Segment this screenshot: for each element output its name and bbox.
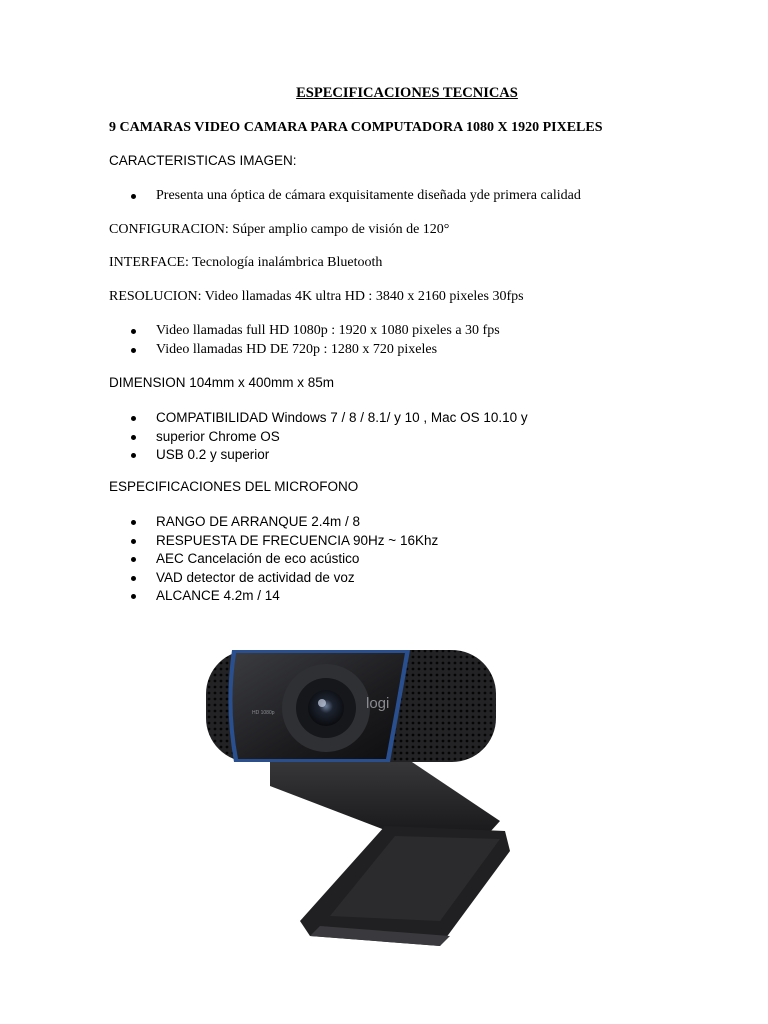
stand-base xyxy=(270,754,510,946)
bullet-icon xyxy=(131,520,136,525)
bullet-icon xyxy=(131,194,136,199)
list-item xyxy=(131,569,438,588)
list-item-text: Video llamadas full HD 1080p : 1920 x 1080 pixeles a 30 fps xyxy=(156,323,500,338)
list-item-text: Video llamadas HD DE 720p : 1280 x 720 pixeles xyxy=(156,341,438,357)
list-item xyxy=(131,587,438,606)
list-item-text: ALCANCE 4.2m / 14 xyxy=(156,588,280,603)
list-item xyxy=(131,513,438,532)
configuracion-line: CONFIGURACION: Súper amplio campo de visión de 120° xyxy=(109,222,450,237)
document-title: ESPECIFICACIONES TECNICAS xyxy=(296,85,518,101)
bullet-icon xyxy=(131,453,136,458)
microfono-list xyxy=(131,513,438,606)
list-item xyxy=(131,550,438,569)
webcam-image xyxy=(200,636,520,956)
list-item-text: COMPATIBILIDAD Windows 7 / 8 / 8.1/ y 10 , Mac OS 10.10 y xyxy=(156,410,528,425)
list-item-text: VAD detector de actividad de voz xyxy=(156,569,355,585)
list-item-text: AEC Cancelación de eco acústico xyxy=(156,551,360,566)
list-item xyxy=(131,446,528,465)
bullet-icon xyxy=(131,539,136,544)
list-item-text: Presenta una óptica de cámara exquisitamente diseñada yde primera calidad xyxy=(156,188,581,203)
caracteristicas-list xyxy=(131,187,581,206)
dimension-list xyxy=(131,409,528,465)
dimension-heading: DIMENSION 104mm x 400mm x 85m xyxy=(109,375,335,390)
list-item-text: RANGO DE ARRANQUE 2.4m / 8 xyxy=(156,514,361,529)
lens-icon xyxy=(308,690,344,726)
list-item xyxy=(131,428,528,447)
microfono-heading: ESPECIFICACIONES DEL MICROFONO xyxy=(109,479,359,494)
bullet-icon xyxy=(131,435,136,440)
resolucion-list xyxy=(131,322,500,359)
camera-body xyxy=(206,650,496,762)
bullet-icon xyxy=(131,557,136,562)
caracteristicas-heading: CARACTERISTICAS IMAGEN: xyxy=(109,153,297,168)
bullet-icon xyxy=(131,348,136,353)
resolucion-heading: RESOLUCION: Video llamadas 4K ultra HD : 3840 x 2160 pixeles 30fps xyxy=(109,289,524,304)
list-item-text: RESPUESTA DE FRECUENCIA 90Hz ~ 16Khz xyxy=(156,532,439,548)
list-item xyxy=(131,409,528,428)
lens-label: HD 1080p xyxy=(252,710,275,716)
bullet-icon xyxy=(131,576,136,581)
list-item xyxy=(131,341,500,360)
list-item xyxy=(131,187,581,206)
interface-line: INTERFACE: Tecnología inalámbrica Bluetooth xyxy=(109,255,383,270)
bullet-icon xyxy=(131,594,136,599)
list-item xyxy=(131,532,438,551)
list-item xyxy=(131,322,500,341)
document-subtitle: 9 CAMARAS VIDEO CAMARA PARA COMPUTADORA 1080 X 1920 PIXELES xyxy=(109,120,603,135)
logo-text: logi xyxy=(366,695,390,712)
bullet-icon xyxy=(131,329,136,334)
bullet-icon xyxy=(131,416,136,421)
list-item-text: USB 0.2 y superior xyxy=(156,447,270,462)
list-item-text: superior Chrome OS xyxy=(156,428,280,444)
